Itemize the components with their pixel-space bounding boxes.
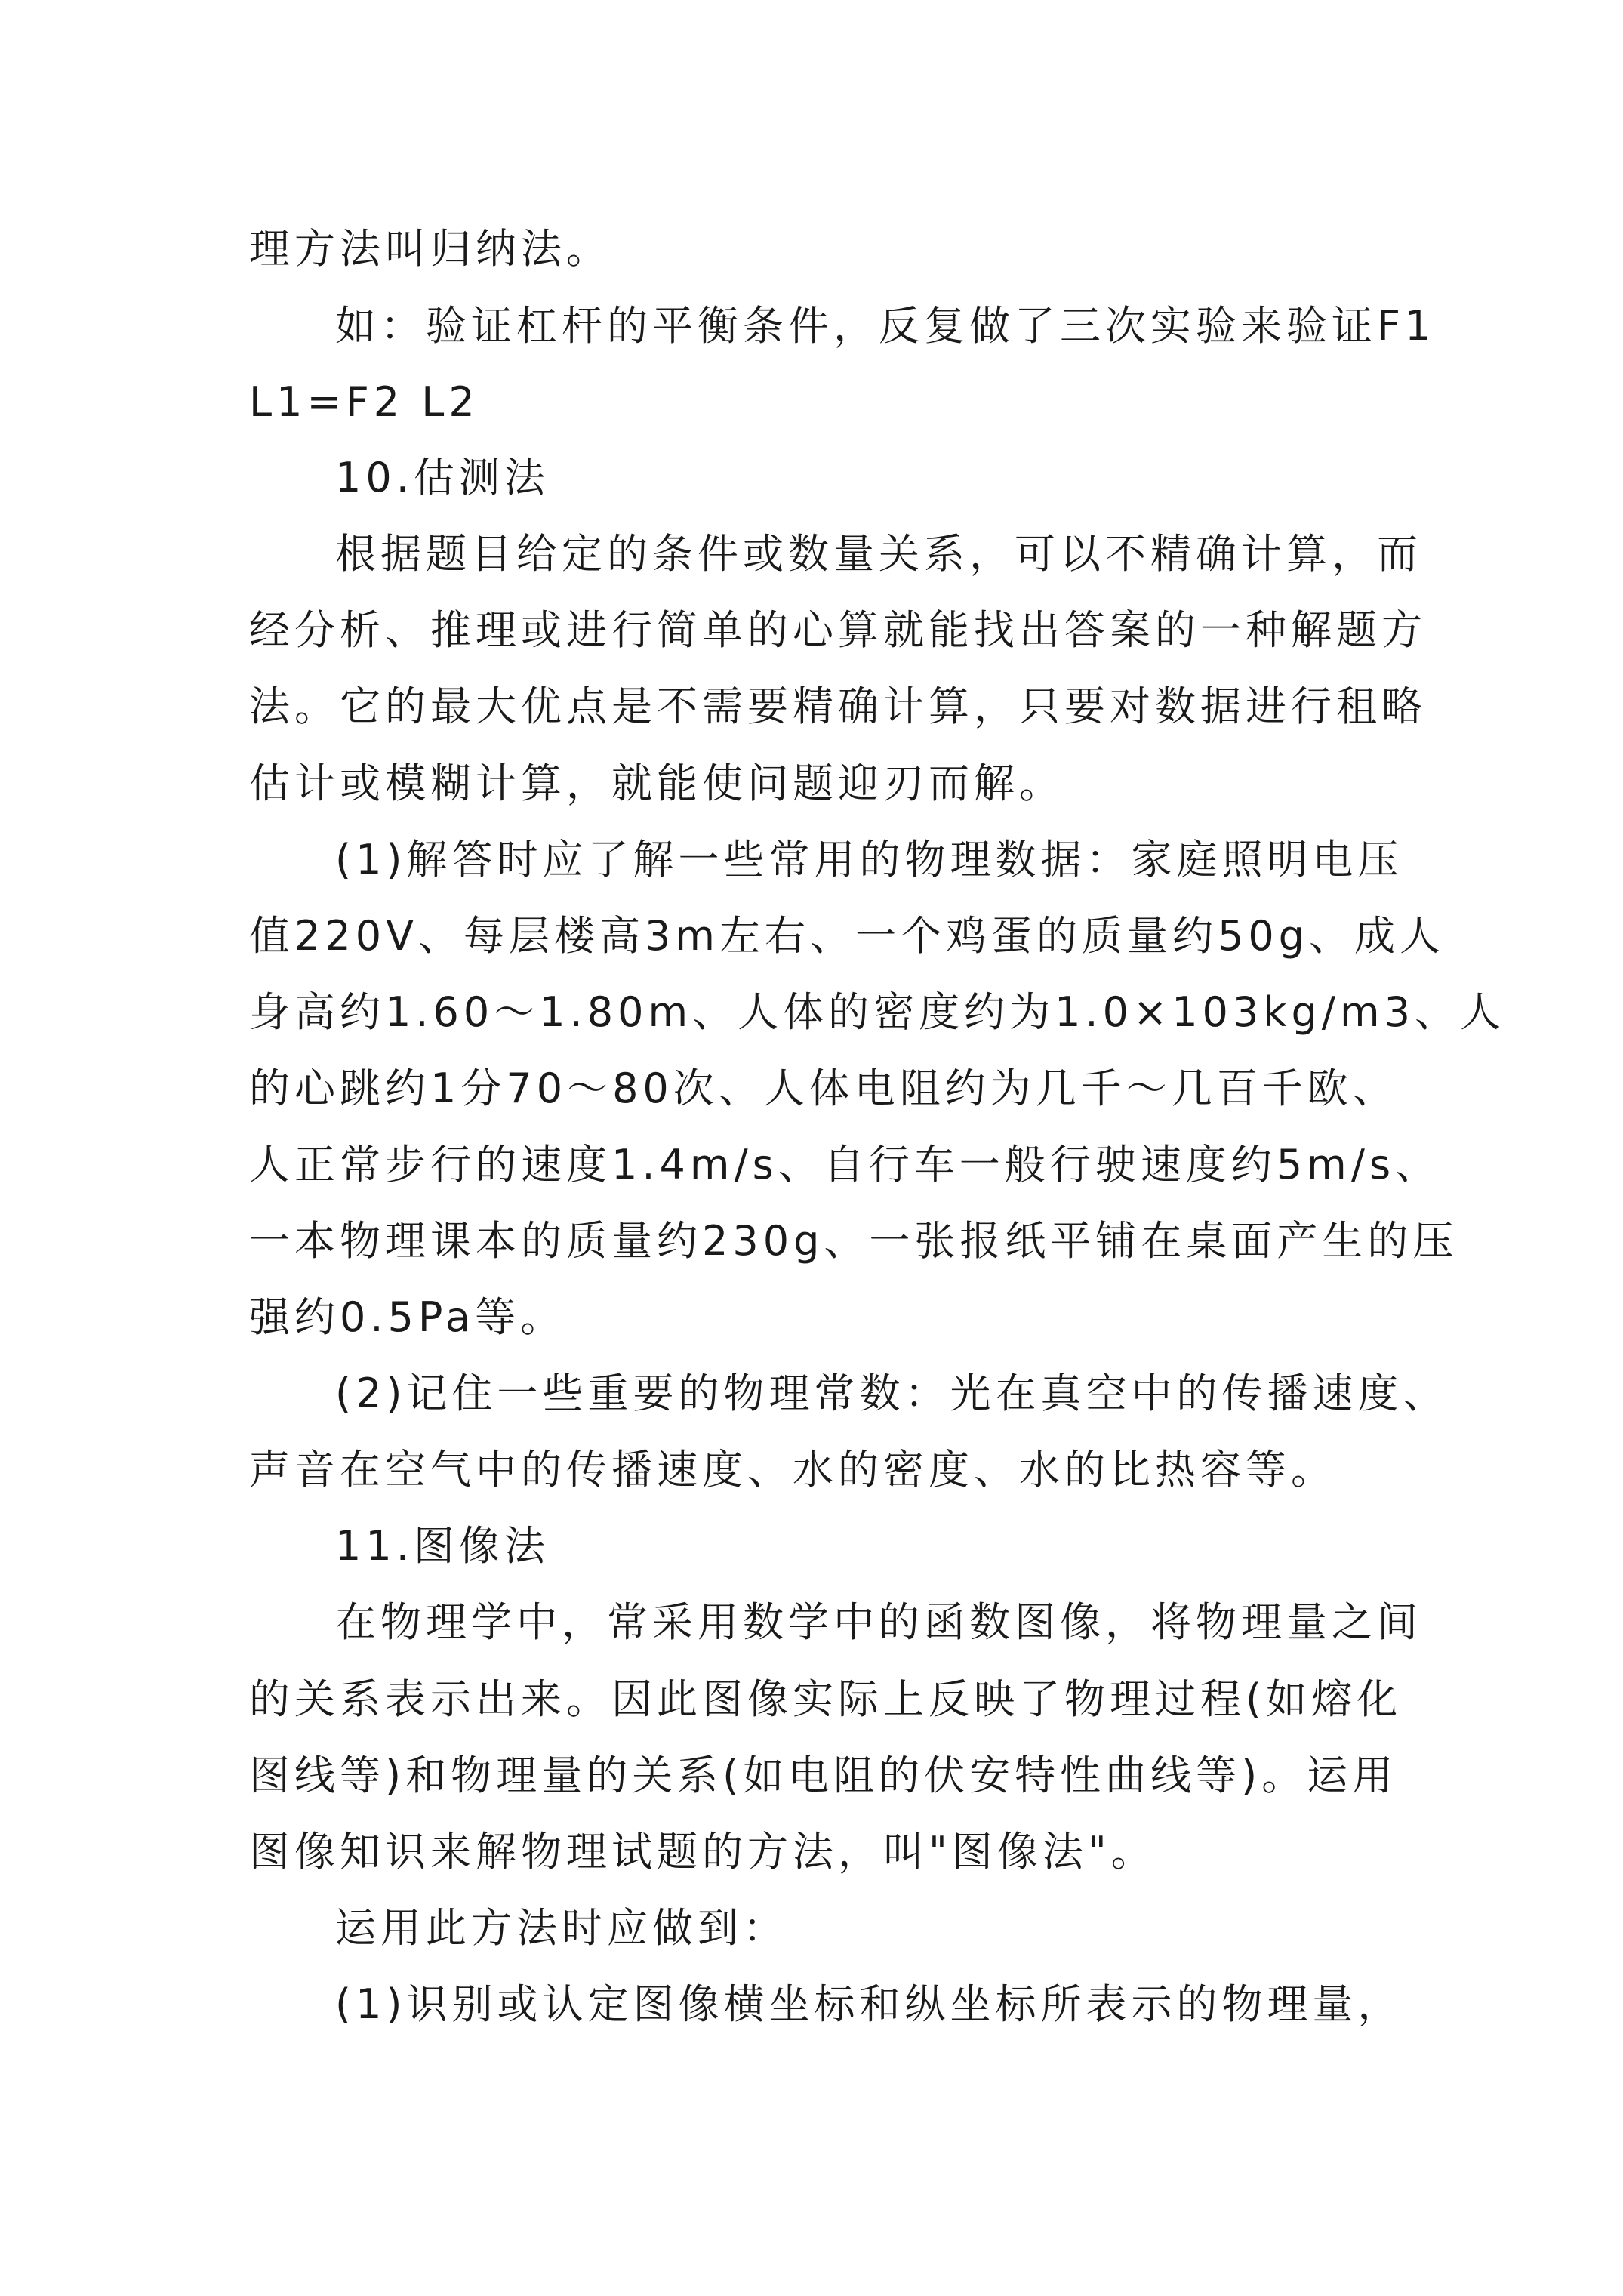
text-line: 图像知识来解物理试题的方法，叫"图像法"。 [249, 1828, 1156, 1875]
text-line: 声音在空气中的传播速度、水的密度、水的比热容等。 [249, 1446, 1336, 1493]
text-line: 估计或模糊计算，就能使问题迎刃而解。 [249, 760, 1064, 807]
text-line: 运用此方法时应做到： [335, 1904, 788, 1952]
text-line: 人正常步行的速度1.4m/s、自行车一般行驶速度约5m/s、 [249, 1141, 1441, 1188]
text-line: 图线等)和物理量的关系(如电阻的伏安特性曲线等)。运用 [249, 1752, 1398, 1799]
section-heading: 11.图像法 [335, 1522, 550, 1570]
text-line: 的心跳约1分70～80次、人体电阻约为几千～几百千欧、 [249, 1065, 1398, 1112]
text-line: 身高约1.60～1.80m、人体的密度约为1.0×103kg/m3、人 [249, 988, 1505, 1036]
text-line: L1=F2 L2 [249, 378, 479, 426]
text-line: 理方法叫归纳法。 [249, 225, 611, 273]
text-line: (1)识别或认定图像横坐标和纵坐标所表示的物理量， [335, 1980, 1403, 2028]
text-line: (1)解答时应了解一些常用的物理数据：家庭照明电压 [335, 836, 1403, 883]
text-line: 强约0.5Pa等。 [249, 1293, 566, 1341]
text-line: 的关系表示出来。因此图像实际上反映了物理过程(如熔化 [249, 1675, 1403, 1723]
text-line: 法。它的最大优点是不需要精确计算，只要对数据进行租略 [249, 683, 1427, 730]
text-line: 在物理学中，常采用数学中的函数图像，将物理量之间 [335, 1598, 1422, 1646]
text-line: 根据题目给定的条件或数量关系，可以不精确计算，而 [335, 530, 1422, 578]
text-line: 经分析、推理或进行简单的心算就能找出答案的一种解题方 [249, 606, 1427, 654]
section-heading: 10.估测法 [335, 454, 550, 501]
text-line: 值220V、每层楼高3m左右、一个鸡蛋的质量约50g、成人 [249, 912, 1445, 960]
text-line: (2)记住一些重要的物理常数：光在真空中的传播速度、 [335, 1370, 1449, 1417]
text-line: 如：验证杠杆的平衡条件，反复做了三次实验来验证F1 [335, 302, 1436, 350]
text-line: 一本物理课本的质量约230g、一张报纸平铺在桌面产生的压 [249, 1217, 1458, 1265]
